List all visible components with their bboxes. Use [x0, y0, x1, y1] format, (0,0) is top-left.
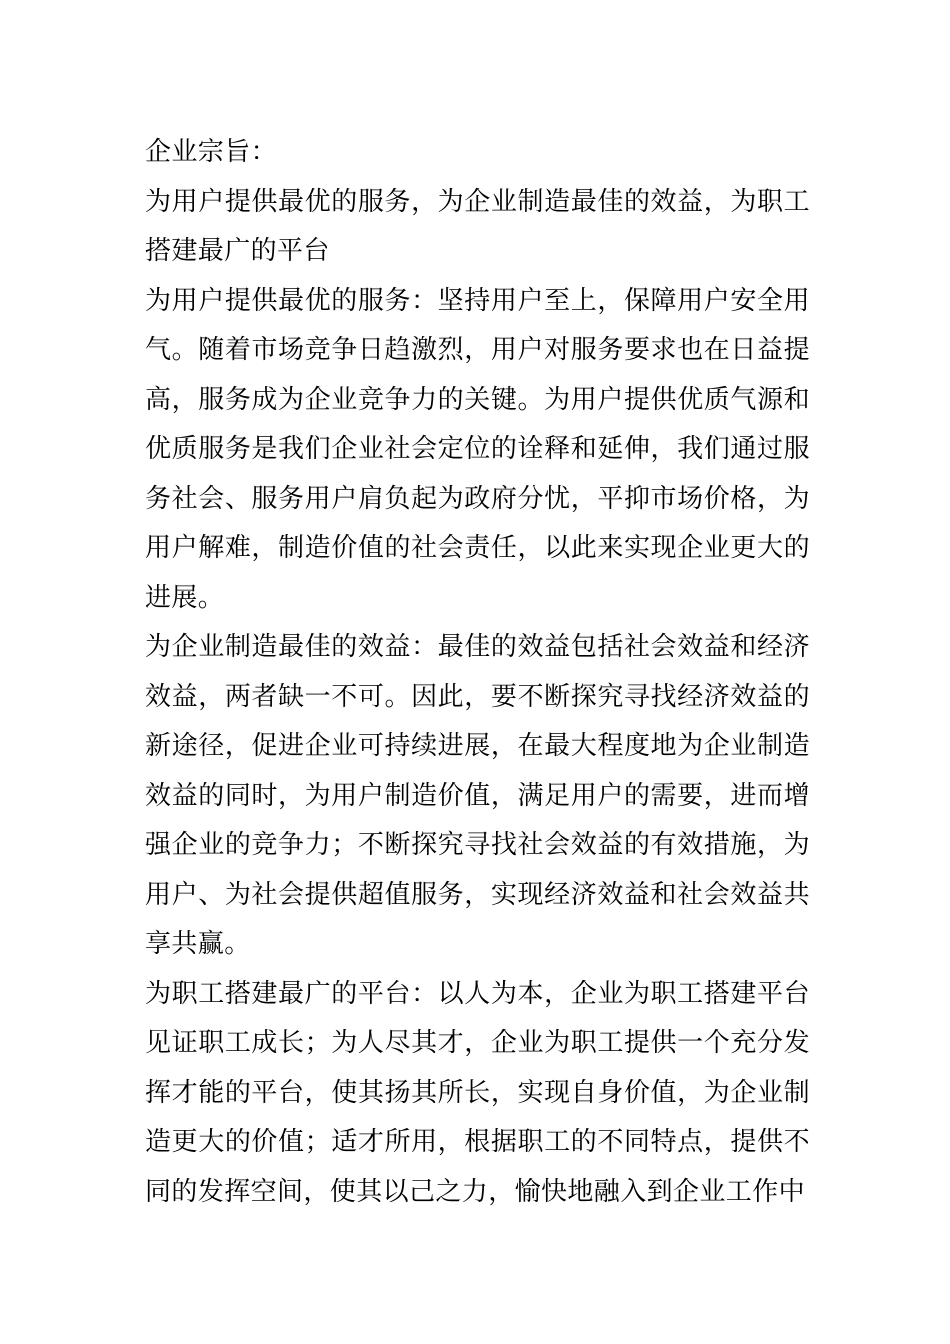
paragraph-enterprise-benefit: 为企业制造最佳的效益：最佳的效益包括社会效益和经济效益，两者缺一不可。因此，要不断探究寻找经济效益的新途径，促进企业可持续进展，在最大程度地为企业制造效益的同时，为用户制造价值，满足用户的需要，进而增强企业的竞争力；不断探究寻找社会效益的有效措施，为用户、为社会提供超值服务，实现经济效益和社会效益共享共赢。: [145, 632, 810, 959]
document-heading: 企业宗旨：: [145, 137, 278, 167]
paragraph-employee-platform: 为职工搭建最广的平台：以人为本，企业为职工搭建平台见证职工成长；为人尽其才，企业为职工提供一个充分发挥才能的平台，使其扬其所长，实现自身价值，为企业制造更大的价值；适才所用，根据职工的不同特点，提供不同的发挥空间，使其以己之力，愉快地融入到企业工作中: [145, 978, 810, 1207]
mission-statement: 为用户提供最优的服务，为企业制造最佳的效益，为职工搭建最广的平台: [145, 186, 810, 266]
document-page: [145, 128, 810, 1217]
paragraph-user-service: 为用户提供最优的服务：坚持用户至上，保障用户安全用气。随着市场竞争日趋激烈，用户对服务要求也在日益提高，服务成为企业竞争力的关键。为用户提供优质气源和优质服务是我们企业社会定位的诠释和延伸，我们通过服务社会、服务用户肩负起为政府分忧，平抑市场价格，为用户解难，制造价值的社会责任，以此来实现企业更大的进展。: [145, 285, 810, 613]
